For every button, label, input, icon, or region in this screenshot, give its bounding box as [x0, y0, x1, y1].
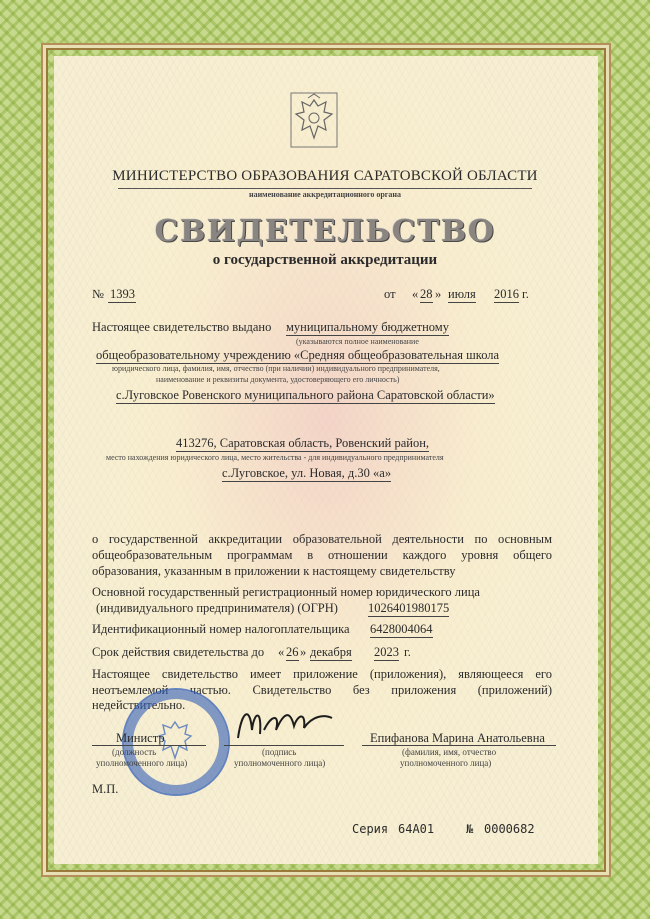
ministry-underline: [118, 188, 532, 189]
date-year-suffix: г.: [522, 287, 529, 301]
validity-quote-close: »: [300, 645, 307, 659]
date-quote-open: «: [412, 287, 419, 301]
date-month: июля: [448, 287, 476, 301]
appendix-line-1: Настоящее свидетельство имеет приложение (приложения), являющееся его: [92, 667, 552, 681]
position-caption-2: уполномоченного лица): [96, 758, 188, 768]
ministry-caption: наименование аккредитационного органа: [248, 190, 402, 199]
signature-mark: [232, 700, 342, 746]
ogrn-label-1: Основной государственный регистрационный номер юридического лица: [92, 585, 480, 599]
ogrn-value: 1026401980175: [368, 601, 450, 615]
issued-label: Настоящее свидетельство выдано: [92, 320, 272, 334]
date-day: 28: [420, 287, 433, 301]
date-quote-close: »: [435, 287, 442, 301]
coat-of-arms-icon: [290, 92, 338, 148]
blank-number-label: №: [466, 822, 474, 836]
validity-day: 26: [286, 645, 299, 659]
certificate-subtitle: о государственной аккредитации: [212, 252, 438, 268]
validity-month: декабря: [310, 645, 352, 659]
validity-year-suffix: г.: [404, 645, 411, 659]
purpose-line-3: образования, указанным в приложении к настоящему свидетельству: [92, 564, 456, 578]
issued-line-2: общеобразовательному учреждению «Средняя общеобразовательная школа: [96, 348, 500, 362]
certificate-title: СВИДЕТЕЛЬСТВО: [154, 214, 496, 249]
appendix-line-2: неотъемлемой частью. Свидетельство без приложения (приложений): [92, 683, 552, 697]
series-value: 64А01: [398, 822, 435, 836]
issued-caption-1: (указываются полное наименование: [296, 337, 419, 346]
ogrn-label-2: (индивидуального предпринимателя) (ОГРН): [96, 601, 338, 615]
purpose-line-2: общеобразовательным программам в отношении каждого уровня общего: [92, 548, 552, 562]
signature-underline: [224, 745, 344, 746]
issued-line-3: с.Луговское Ровенского муниципального района Саратовской области»: [116, 388, 495, 402]
purpose-line-1: о государственной аккредитации образовательной деятельности по основным: [92, 532, 552, 546]
issued-line-1: муниципальному бюджетному: [286, 320, 449, 334]
issued-caption-2: юридического лица, фамилия, имя, отчество (при наличии) индивидуального предпринимателя,: [112, 364, 440, 373]
position-underline: [92, 745, 206, 746]
position-caption-1: (должность: [112, 747, 157, 757]
address-line-2: с.Луговское, ул. Новая, д.30 «а»: [222, 466, 392, 480]
validity-quote-open: «: [278, 645, 285, 659]
signer-caption-1: (фамилия, имя, отчество: [402, 747, 497, 757]
number-label: №: [92, 287, 104, 301]
signer-name: Епифанова Марина Анатольевна: [370, 731, 545, 745]
inn-label: Идентификационный номер налогоплательщика: [92, 622, 350, 636]
signature-caption-1: (подпись: [262, 747, 297, 757]
stamp-place-label: М.П.: [92, 782, 119, 796]
issued-caption-3: наименование и реквизиты документа, удостоверяющего его личность): [156, 375, 400, 384]
validity-year: 2023: [374, 645, 399, 659]
signer-caption-2: уполномоченного лица): [400, 758, 492, 768]
inn-value: 6428004064: [370, 622, 433, 636]
date-from-label: от: [384, 287, 396, 301]
blank-number-value: 0000682: [484, 822, 535, 836]
number-underline: [108, 302, 136, 303]
signature-caption-2: уполномоченного лица): [234, 758, 326, 768]
position-title: Министр: [116, 731, 165, 745]
series-label: Серия: [352, 822, 389, 836]
signer-underline: [362, 745, 556, 746]
ministry-name: МИНИСТЕРСТВО ОБРАЗОВАНИЯ САРАТОВСКОЙ ОБЛАСТИ: [112, 168, 538, 184]
validity-label: Срок действия свидетельства до: [92, 645, 265, 659]
address-caption: место нахождения юридического лица, место жительства - для индивидуального предпринимателя: [106, 453, 444, 462]
certificate-number: 1393: [110, 287, 135, 301]
appendix-line-3: недействительно.: [92, 698, 186, 712]
address-line-1: 413276, Саратовская область, Ровенский район,: [176, 436, 430, 450]
date-year: 2016: [494, 287, 519, 301]
